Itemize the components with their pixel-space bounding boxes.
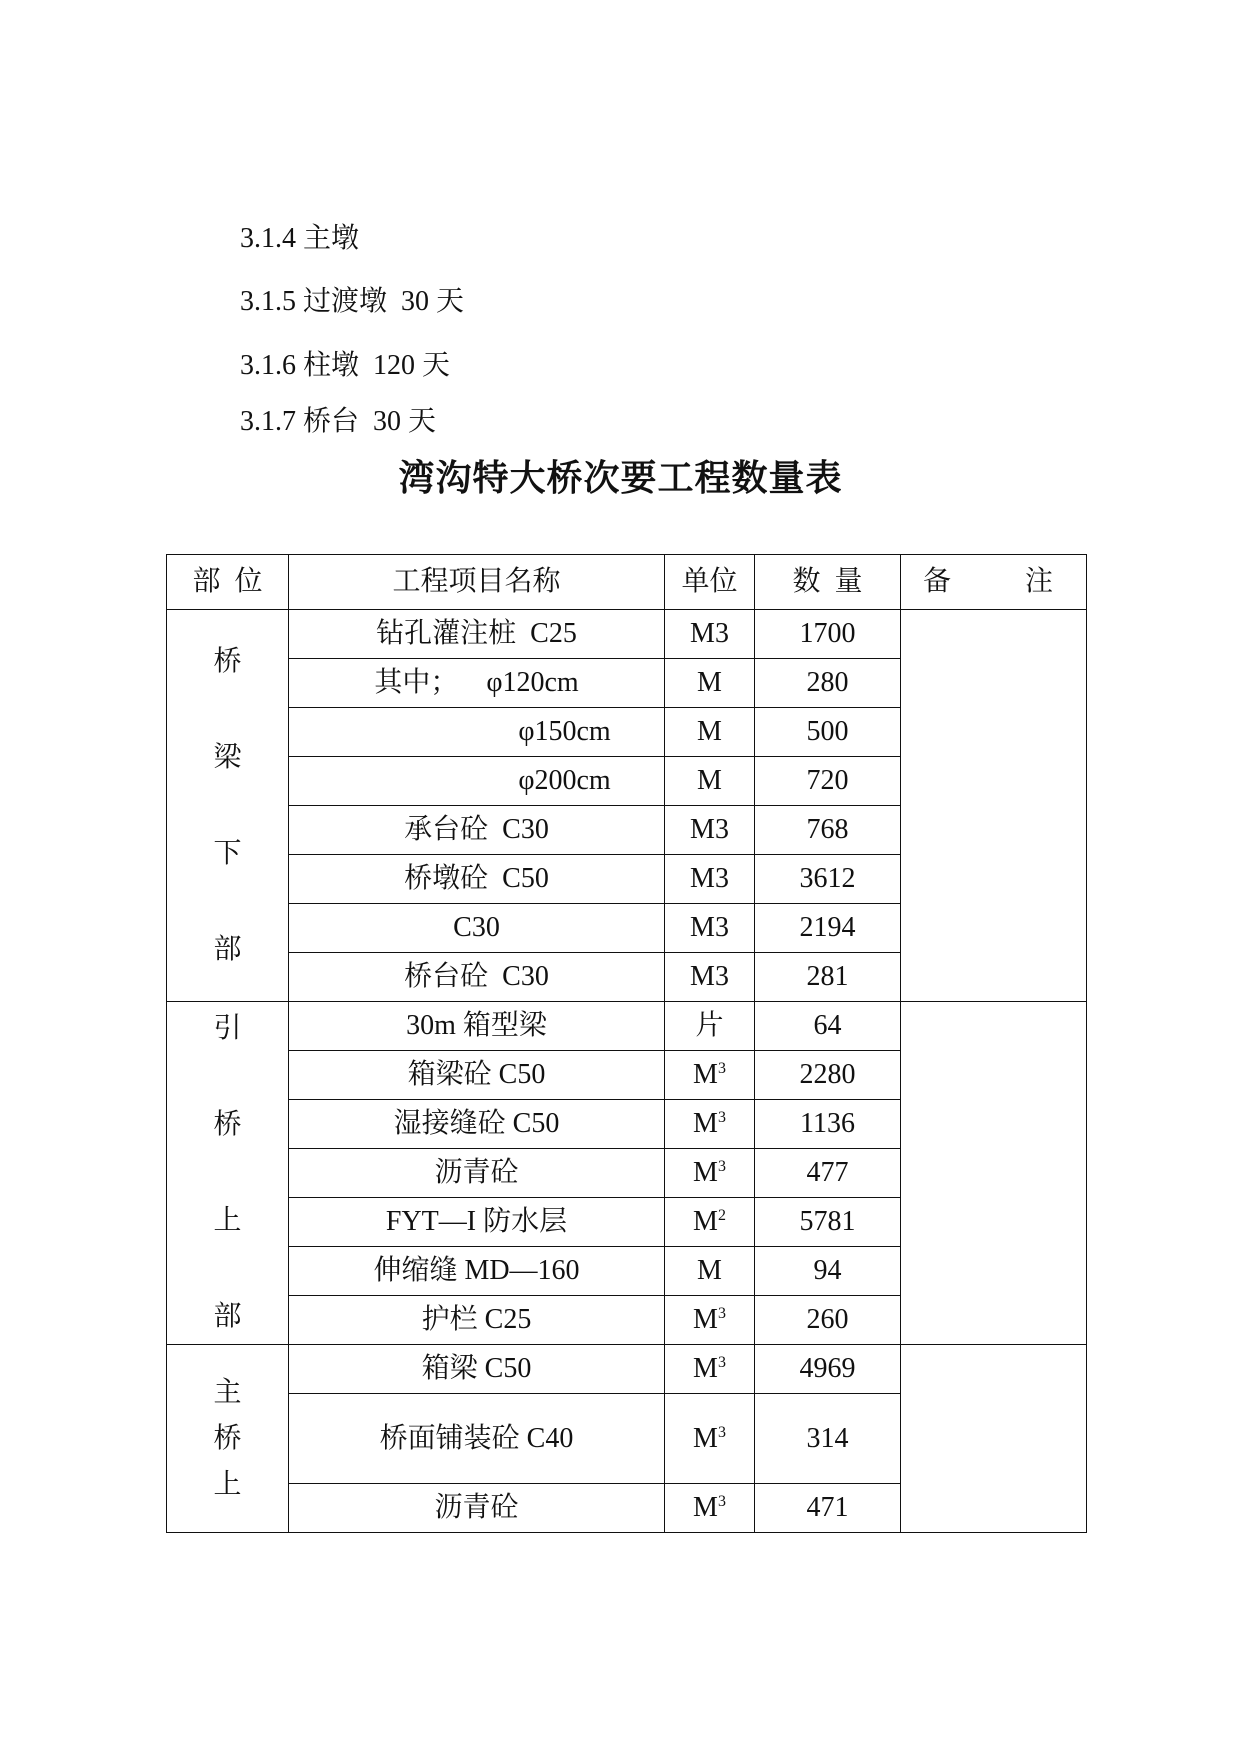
header-remark-part1: 备 (923, 566, 952, 597)
unit-superscript: 2 (717, 1207, 726, 1224)
qty-cell: 1136 (755, 1100, 901, 1149)
table-row (167, 1345, 1087, 1394)
table-title: 湾沟特大桥次要工程数量表 (398, 458, 843, 498)
group-label-char: 梁 (213, 741, 242, 773)
group-label-char: 部 (213, 1301, 242, 1332)
group-label-main-superstructure (167, 1345, 289, 1533)
unit-text: M (697, 1255, 722, 1286)
item-cell: FYT—I 防水层 (289, 1198, 665, 1247)
item-cell: 伸缩缝 MD—160 (289, 1247, 665, 1296)
group-label-approach-superstructure (167, 1002, 289, 1345)
group-label-char: 部 (213, 933, 242, 965)
table-header-row (167, 555, 1087, 610)
quantity-table (166, 554, 1087, 1533)
qty-cell: 2280 (755, 1051, 901, 1100)
unit-cell (665, 1247, 755, 1296)
item-cell: φ150cm (289, 708, 665, 757)
group-label-char: 引 (213, 1013, 242, 1044)
item-cell: 湿接缝砼 C50 (289, 1100, 665, 1149)
remark-cell (901, 610, 1087, 1002)
unit-cell (665, 659, 755, 708)
paragraph-3-1-4: 3.1.4 主墩 (240, 223, 360, 254)
unit-text: M (697, 765, 722, 796)
unit-cell (665, 953, 755, 1002)
header-remark (901, 555, 1087, 610)
remark-cell (901, 1002, 1087, 1345)
qty-cell: 477 (755, 1149, 901, 1198)
qty-cell: 94 (755, 1247, 901, 1296)
item-cell: 护栏 C25 (289, 1296, 665, 1345)
unit-superscript: 3 (717, 1109, 726, 1126)
item-cell: 桥面铺装砼 C40 (289, 1394, 665, 1484)
qty-cell: 281 (755, 953, 901, 1002)
qty-cell: 260 (755, 1296, 901, 1345)
unit-cell (665, 1296, 755, 1345)
unit-cell (665, 1345, 755, 1394)
qty-cell: 768 (755, 806, 901, 855)
group-label-char: 上 (213, 1205, 242, 1236)
unit-text: M3 (690, 961, 729, 992)
qty-cell: 4969 (755, 1345, 901, 1394)
header-unit: 单位 (665, 555, 755, 610)
unit-cell (665, 855, 755, 904)
qty-cell: 280 (755, 659, 901, 708)
unit-superscript: 3 (717, 1493, 726, 1510)
unit-text: M (693, 1108, 718, 1139)
unit-text: M (693, 1422, 718, 1454)
unit-superscript: 3 (717, 1158, 726, 1175)
unit-cell (665, 1149, 755, 1198)
qty-cell: 64 (755, 1002, 901, 1051)
group-label-char: 桥 (213, 1109, 242, 1140)
header-position: 部 位 (167, 555, 289, 610)
unit-text: M (693, 1353, 718, 1384)
group-label-char: 桥 (213, 1422, 242, 1454)
qty-cell: 1700 (755, 610, 901, 659)
unit-superscript: 3 (717, 1305, 726, 1322)
item-cell: 30m 箱型梁 (289, 1002, 665, 1051)
table-row (167, 610, 1087, 659)
unit-cell (665, 904, 755, 953)
unit-text: M (697, 667, 722, 698)
qty-cell: 500 (755, 708, 901, 757)
group-label-char: 上 (213, 1468, 242, 1500)
item-cell: 沥青砼 (289, 1149, 665, 1198)
unit-text: M3 (690, 863, 729, 894)
unit-cell (665, 1002, 755, 1051)
paragraph-3-1-5: 3.1.5 过渡墩 30 天 (240, 286, 465, 317)
item-cell: C30 (289, 904, 665, 953)
unit-cell (665, 1484, 755, 1533)
unit-superscript: 3 (717, 1060, 726, 1077)
unit-superscript: 3 (717, 1423, 726, 1441)
unit-cell (665, 1198, 755, 1247)
unit-superscript: 3 (717, 1354, 726, 1371)
item-cell: 其中； φ120cm (289, 659, 665, 708)
group-label-char: 主 (213, 1376, 242, 1408)
group-label-substructure (167, 610, 289, 1002)
unit-text: M3 (690, 618, 729, 649)
unit-text: M (693, 1492, 718, 1523)
header-remark-part2: 注 (1025, 566, 1054, 597)
unit-text: M (693, 1059, 718, 1090)
item-cell: 桥墩砼 C50 (289, 855, 665, 904)
qty-cell: 3612 (755, 855, 901, 904)
unit-cell (665, 1394, 755, 1484)
unit-text: 片 (695, 1010, 724, 1041)
item-cell: 钻孔灌注桩 C25 (289, 610, 665, 659)
unit-text: M3 (690, 814, 729, 845)
paragraph-3-1-6: 3.1.6 柱墩 120 天 (240, 350, 451, 381)
unit-text: M (693, 1157, 718, 1188)
unit-cell (665, 757, 755, 806)
item-cell: 箱梁 C50 (289, 1345, 665, 1394)
unit-text: M (693, 1304, 718, 1335)
remark-cell (901, 1345, 1087, 1533)
group-label-char: 下 (213, 837, 242, 869)
qty-cell: 720 (755, 757, 901, 806)
item-cell: 桥台砼 C30 (289, 953, 665, 1002)
paragraph-3-1-7: 3.1.7 桥台 30 天 (240, 406, 437, 437)
unit-text: M (693, 1206, 718, 1237)
item-cell: 沥青砼 (289, 1484, 665, 1533)
qty-cell: 471 (755, 1484, 901, 1533)
unit-cell (665, 708, 755, 757)
unit-cell (665, 1100, 755, 1149)
header-quantity: 数 量 (755, 555, 901, 610)
unit-cell (665, 806, 755, 855)
qty-cell: 2194 (755, 904, 901, 953)
item-cell: 承台砼 C30 (289, 806, 665, 855)
qty-cell: 5781 (755, 1198, 901, 1247)
group-label-char: 桥 (213, 645, 242, 677)
unit-cell (665, 1051, 755, 1100)
qty-cell: 314 (755, 1394, 901, 1484)
item-cell: φ200cm (289, 757, 665, 806)
header-item: 工程项目名称 (289, 555, 665, 610)
unit-cell (665, 610, 755, 659)
unit-text: M (697, 716, 722, 747)
item-cell: 箱梁砼 C50 (289, 1051, 665, 1100)
table-row (167, 1002, 1087, 1051)
unit-text: M3 (690, 912, 729, 943)
